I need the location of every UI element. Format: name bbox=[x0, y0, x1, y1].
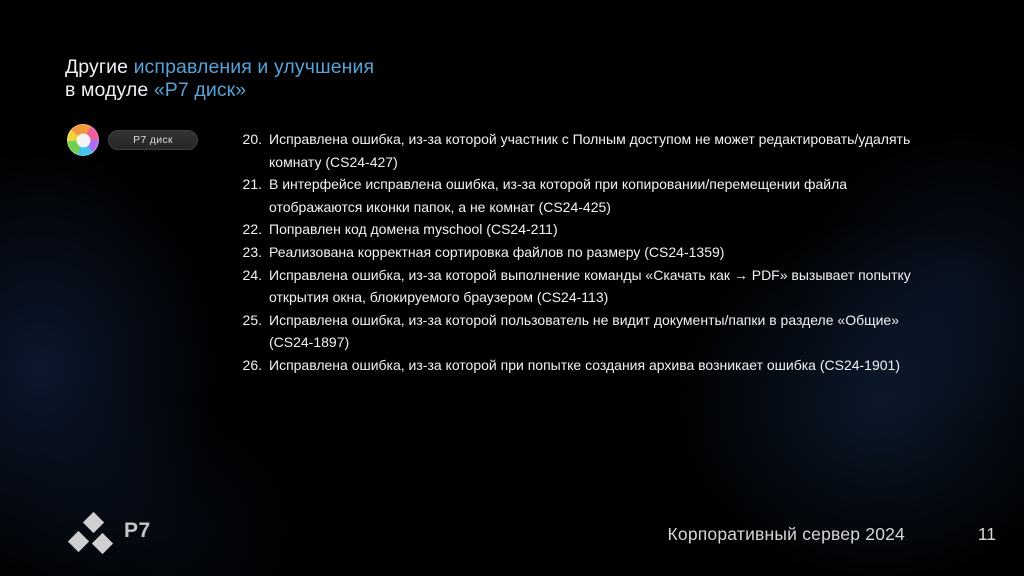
list-item-text: В интерфейсе исправлена ошибка, из-за которой при копировании/перемещении файла отображаются иконки папок, а не комнат (CS24-425) bbox=[269, 176, 848, 215]
list-item-text: Исправлена ошибка, из-за которой выполнение команды «Скачать как → PDF» вызывает попытку открытия окна, блокируемого браузером (CS24-113) bbox=[269, 266, 911, 306]
list-item-text: Исправлена ошибка, из-за которой участник с Полным доступом не может редактировать/удалять комнату (CS24-427) bbox=[269, 131, 911, 170]
title-line-1 bbox=[65, 56, 374, 79]
title-line-2 bbox=[65, 79, 374, 102]
list-item-text: Исправлена ошибка, из-за которой при попытке создания архива возникает ошибка (CS24-1901) bbox=[269, 356, 900, 373]
list-item-number: 25. bbox=[242, 311, 262, 328]
logo-diamond-bottom-right bbox=[91, 532, 112, 553]
title-line2-plain: в модуле bbox=[65, 79, 154, 101]
fix-list bbox=[238, 128, 935, 377]
module-badge bbox=[67, 124, 198, 156]
list-item-number: 20. bbox=[242, 131, 262, 147]
module-badge-label: Р7 диск bbox=[108, 130, 198, 150]
page-number: 11 bbox=[977, 524, 996, 544]
footer-caption: Корпоративный сервер 2024 bbox=[667, 524, 905, 544]
list-item-text: Поправлен код домена myschool (CS24-211) bbox=[269, 221, 558, 238]
list-item bbox=[238, 218, 935, 241]
list-item bbox=[238, 241, 935, 264]
color-disk-icon bbox=[67, 124, 99, 156]
title-line2-accent: «Р7 диск» bbox=[153, 79, 247, 101]
p7-logo-icon bbox=[64, 510, 116, 554]
title-line1-accent: исправления и улучшения bbox=[133, 56, 375, 78]
list-item-number: 26. bbox=[242, 356, 262, 373]
list-item bbox=[238, 354, 935, 377]
title-line1-plain: Другие bbox=[65, 56, 134, 78]
list-item-number: 24. bbox=[242, 266, 262, 283]
list-item-text: Исправлена ошибка, из-за которой пользователь не видит документы/папки в разделе «Общие» (CS24-1897) bbox=[269, 311, 900, 351]
page-title bbox=[65, 56, 374, 102]
logo-diamond-top bbox=[82, 512, 103, 533]
list-item-text: Реализована корректная сортировка файлов по размеру (CS24-1359) bbox=[269, 243, 725, 260]
logo-diamond-bottom-left bbox=[67, 530, 88, 551]
list-item-number: 21. bbox=[242, 176, 262, 193]
list-item-number: 22. bbox=[242, 221, 262, 238]
p7-logo-text: P7 bbox=[124, 519, 151, 542]
list-item bbox=[238, 264, 935, 309]
list-item bbox=[238, 128, 935, 173]
list-item bbox=[238, 309, 935, 354]
list-item bbox=[238, 173, 935, 218]
list-item-number: 23. bbox=[242, 243, 262, 260]
